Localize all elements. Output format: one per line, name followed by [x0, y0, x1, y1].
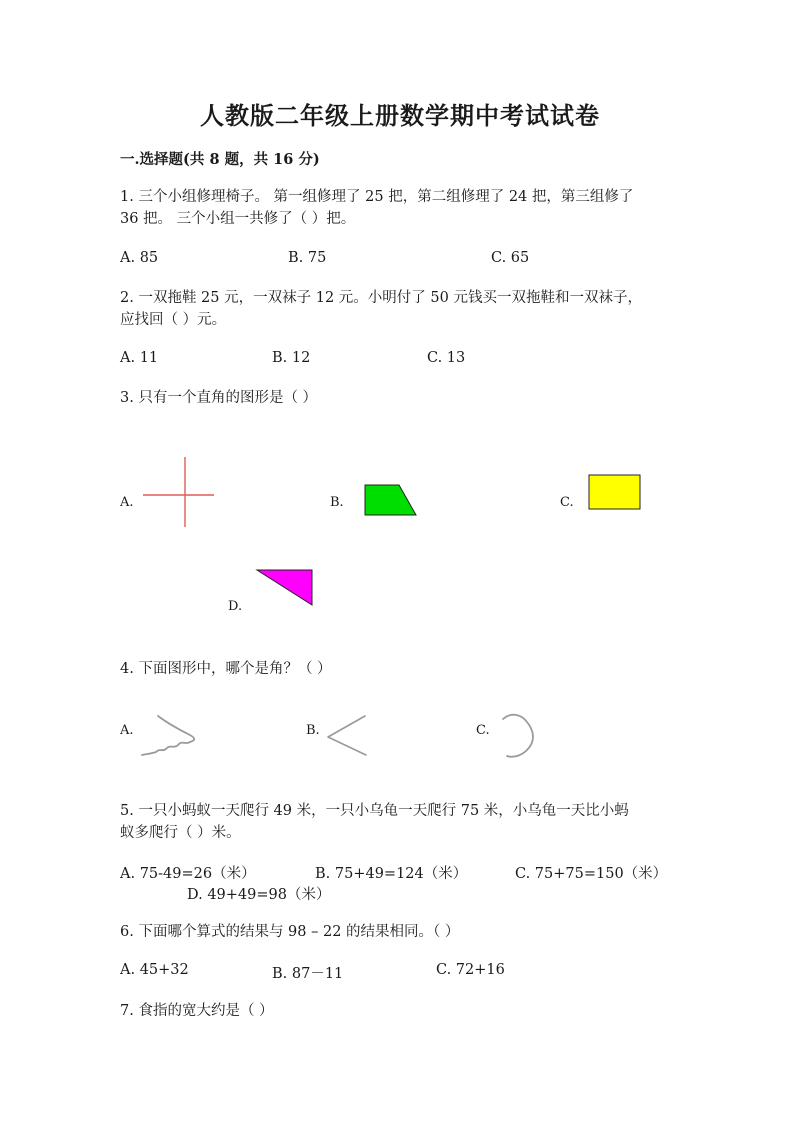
option-b[interactable]: B.: [306, 723, 320, 738]
option-b[interactable]: B. 87－11: [272, 966, 344, 982]
question-text-line: 2. 一双拖鞋 25 元，一双袜子 12 元。小明付了 50 元钱买一双拖鞋和一双袜子，: [120, 290, 642, 306]
section-heading: 一.选择题(共 8 题，共 16 分): [120, 151, 320, 168]
option-b[interactable]: B.: [330, 495, 344, 510]
question-5: [120, 800, 680, 844]
question-4: [120, 658, 680, 680]
option-d[interactable]: D.: [228, 599, 243, 614]
trapezoid-figure: [362, 483, 422, 519]
question-7: [120, 1000, 680, 1022]
option-c[interactable]: C. 65: [491, 250, 530, 266]
option-c[interactable]: C.: [560, 495, 574, 510]
question-2: [120, 287, 680, 331]
angle-figure: [322, 712, 374, 758]
question-text-line: 1. 三个小组修理椅子。 第一组修理了 25 把，第二组修理了 24 把，第三组修了: [120, 189, 634, 205]
option-a[interactable]: A. 45+32: [120, 962, 189, 978]
question-3: [120, 387, 680, 409]
question-text-line: 5. 一只小蚂蚁一天爬行 49 米，一只小乌龟一天爬行 75 米，小乌龟一天比小蚂: [120, 803, 629, 819]
rectangle-figure: [587, 474, 643, 512]
option-a[interactable]: A. 11: [120, 350, 159, 366]
question-text-line: 36 把。 三个小组一共修了（ ）把。: [120, 211, 356, 227]
triangle-figure: [254, 568, 318, 610]
option-b[interactable]: B. 12: [272, 350, 311, 366]
question-text-line: 3. 只有一个直角的图形是（ ）: [120, 390, 318, 406]
question-text-line: 7. 食指的宽大约是（ ）: [120, 1003, 274, 1019]
squiggle-figure: [140, 712, 204, 760]
option-a[interactable]: A.: [120, 723, 134, 738]
option-a[interactable]: A.: [120, 495, 134, 510]
option-a[interactable]: A. 75-49=26（米）: [120, 866, 256, 882]
option-b[interactable]: B. 75+49=124（米）: [315, 866, 468, 882]
page-title: 人教版二年级上册数学期中考试试卷: [200, 101, 600, 130]
curve-figure: [495, 710, 545, 762]
question-1: [120, 186, 680, 230]
option-c[interactable]: C. 72+16: [436, 962, 505, 978]
cross-figure: [140, 455, 220, 530]
option-d[interactable]: D. 49+49=98（米）: [187, 887, 331, 903]
option-c[interactable]: C.: [476, 723, 490, 738]
question-text-line: 4. 下面图形中，哪个是角？（ ）: [120, 661, 332, 677]
option-a[interactable]: A. 85: [120, 250, 159, 266]
question-6: [120, 921, 680, 943]
option-c[interactable]: C. 13: [427, 350, 466, 366]
option-b[interactable]: B. 75: [288, 250, 327, 266]
option-c[interactable]: C. 75+75=150（米）: [515, 866, 668, 882]
question-text-line: 应找回（ ）元。: [120, 312, 227, 328]
question-text-line: 6. 下面哪个算式的结果与 98 – 22 的结果相同。（ ）: [120, 924, 460, 940]
question-text-line: 蚁多爬行（ ）米。: [120, 825, 241, 841]
